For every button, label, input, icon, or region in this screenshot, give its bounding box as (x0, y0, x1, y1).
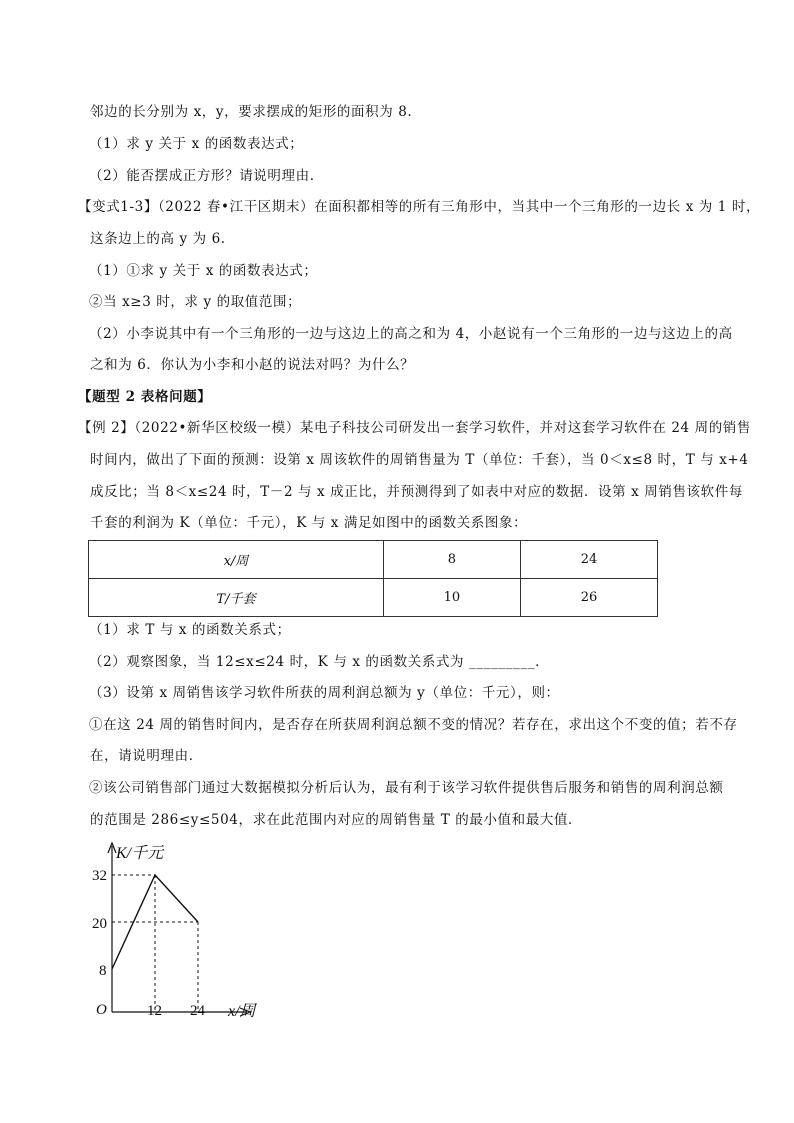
text-line: （1）①求 y 关于 x 的函数表达式； (89, 263, 318, 279)
text-line: 时间内，做出了下面的预测：设第 x 周该软件的周销售量为 T（单位：千套），当 0＜x≤8 时，T 与 x+4 (90, 452, 749, 468)
y-tick-label: 8 (99, 963, 107, 979)
text-line: （2）能否摆成正方形？请说明理由. (89, 168, 315, 184)
data-table (88, 540, 658, 617)
function-graph (85, 838, 285, 1023)
text-line: （2）观察图象，当 12≤x≤24 时，K 与 x 的函数关系式为 _________． (89, 654, 550, 670)
table-cell: 24 (520, 541, 657, 579)
x-axis-label: x/周 (228, 1003, 256, 1020)
table-row (89, 579, 658, 617)
text-line: （3）设第 x 周销售该学习软件所获的周利润总额为 y（单位：千元），则： (89, 685, 560, 701)
x-tick-label: 12 (147, 1003, 162, 1019)
text-line: 成反比；当 8＜x≤24 时，T－2 与 x 成正比，并预测得到了如表中对应的数据．设第 x 周销售该软件每 (90, 484, 743, 500)
text-line: 在，请说明理由． (90, 748, 203, 764)
text-line: （1）求 T 与 x 的函数关系式； (89, 622, 291, 638)
section-heading: 【题型 2 表格问题】 (78, 389, 212, 405)
table-cell: 10 (383, 579, 520, 617)
text-line: 千套的利润为 K（单位：千元），K 与 x 满足如图中的函数关系图象： (90, 515, 528, 531)
text-line: ①在这 24 周的销售时间内，是否存在所获周利润总额不变的情况？若存在，求出这个不变的值；若不存 (89, 717, 738, 733)
example-heading: 【例 2】（2022•新华区校级一模）某电子科技公司研发出一套学习软件，并对这套学习软件在 24 周的销售 (78, 420, 752, 436)
text-line: （1）求 y 关于 x 的函数表达式； (89, 136, 304, 152)
variant-heading: 【变式1-3】（2022 春•江干区期末）在面积都相等的所有三角形中，当其中一个三角形的一边长 x 为 1 时， (78, 199, 761, 215)
text-line: 之和为 6．你认为小李和小赵的说法对吗？为什么？ (90, 357, 415, 373)
text-line: ②该公司销售部门通过大数据模拟分析后认为，最有利于该学习软件提供售后服务和销售的周利润总额 (89, 780, 724, 796)
origin-label: O (96, 1002, 107, 1018)
table-row (89, 541, 658, 579)
text-line: 邻边的长分别为 x，y，要求摆成的矩形的面积为 8. (90, 104, 413, 120)
x-tick-label: 24 (190, 1003, 205, 1019)
y-axis-label: K/千元 (116, 845, 164, 862)
table-cell: 26 (520, 579, 657, 617)
text-line: ②当 x≥3 时，求 y 的取值范围； (89, 294, 302, 310)
table-cell: x/周 (89, 541, 384, 579)
y-tick-label: 32 (92, 868, 107, 884)
y-tick-label: 20 (92, 916, 107, 932)
table-cell: T/千套 (89, 579, 384, 617)
text-line: 这条边上的高 y 为 6. (90, 231, 226, 247)
table-cell: 8 (383, 541, 520, 579)
text-line: （2）小李说其中有一个三角形的一边与这边上的高之和为 4，小赵说有一个三角形的一边与这边上的高 (89, 326, 733, 342)
text-line: 的范围是 286≤y≤504，求在此范围内对应的周销售量 T 的最小值和最大值． (90, 812, 583, 828)
